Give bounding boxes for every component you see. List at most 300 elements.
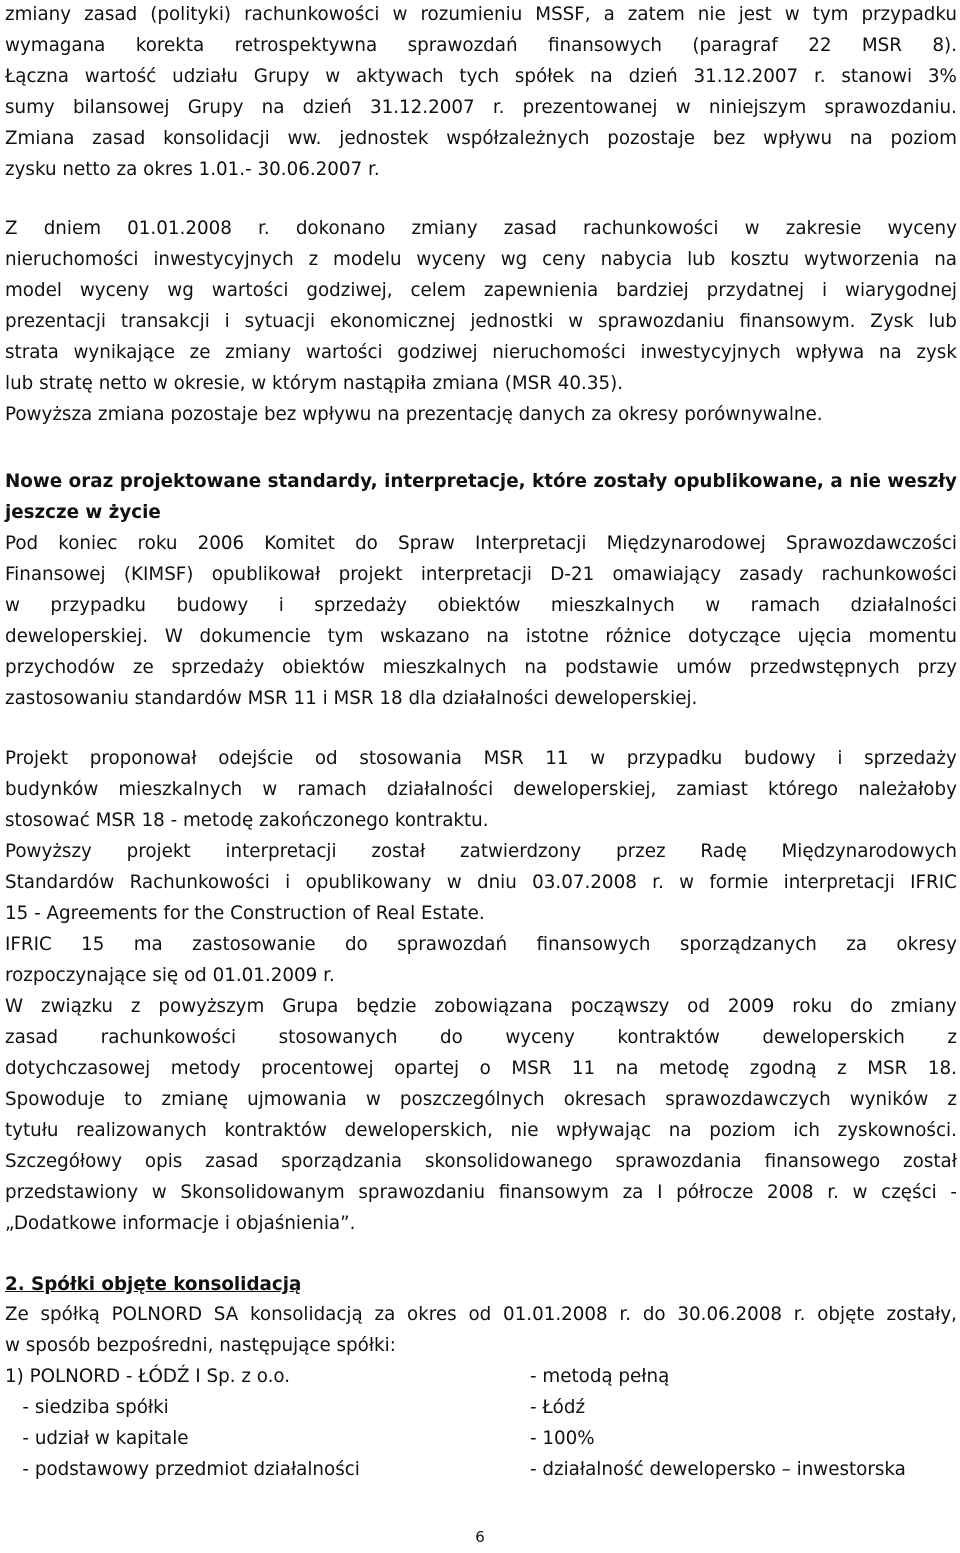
word: zmianę	[161, 1089, 229, 1110]
word: istotne	[525, 626, 589, 647]
word: przypadku	[50, 595, 146, 616]
word: interpretacji	[225, 841, 337, 862]
word: konsolidacji	[163, 128, 270, 149]
word: zatwierdzony	[460, 841, 582, 862]
paragraph-2	[5, 213, 957, 430]
word: nie	[849, 471, 881, 492]
word: zyskowności.	[837, 1120, 957, 1141]
text-line	[5, 590, 957, 621]
word: zamiast	[676, 779, 748, 800]
text-line	[5, 61, 957, 92]
word: w	[446, 872, 462, 893]
word: i	[822, 280, 828, 301]
word: r.	[619, 1304, 632, 1325]
word: stosowanych	[278, 1027, 398, 1048]
table-row	[5, 1454, 957, 1485]
word: deweloperskiej.	[5, 626, 149, 647]
table-key: - siedziba spółki	[5, 1397, 169, 1418]
word: okresy	[896, 934, 957, 955]
word: ekonomicznej	[329, 311, 456, 332]
word: 8).	[932, 35, 957, 56]
word: z	[837, 1058, 847, 1079]
word: lub stratę netto w okresie, w którym nastąpiła zmiana (MSR 40.35).	[5, 373, 624, 394]
text-line	[5, 836, 957, 867]
text-line	[5, 559, 957, 590]
text-line	[5, 306, 957, 337]
word: w	[392, 4, 408, 25]
word: począwszy	[570, 996, 670, 1017]
word: Powyższy	[5, 841, 92, 862]
word: Rachunkowości	[129, 872, 270, 893]
word: udziału	[172, 66, 238, 87]
word: 01.01.2008	[503, 1304, 608, 1325]
word: ceny	[542, 249, 586, 270]
word: roku	[137, 533, 178, 554]
word: prezentacji	[5, 311, 106, 332]
word: w	[568, 311, 584, 332]
word: ujmowania	[247, 1089, 347, 1110]
word: to	[124, 1089, 143, 1110]
word: IFRIC	[910, 872, 957, 893]
word: rozumieniu	[420, 4, 523, 25]
word: do	[850, 996, 873, 1017]
text-line	[5, 528, 957, 559]
word: na	[524, 657, 548, 678]
text-line	[5, 368, 957, 399]
word: przydatnej	[706, 280, 805, 301]
text-line	[5, 774, 957, 805]
word: lub	[687, 249, 716, 270]
word: stosowania	[359, 748, 462, 769]
consolidation-table	[5, 1361, 957, 1485]
word: MSSF,	[535, 4, 591, 25]
word: dniem	[43, 218, 102, 239]
word: zmiany	[5, 4, 72, 25]
text-line	[5, 683, 957, 714]
word: a	[603, 4, 615, 25]
word: obiektów	[281, 657, 365, 678]
word: na	[668, 1120, 692, 1141]
word: skonsolidowanego	[424, 1151, 593, 1172]
word: wiarygodnej	[845, 280, 957, 301]
word: sporządzanych	[679, 934, 817, 955]
word: zastosowaniu standardów MSR 11 i MSR 18 dla działalności deweloperskiej.	[5, 688, 698, 709]
word: rachunkowości	[821, 564, 957, 585]
text-line	[5, 960, 957, 991]
word: wg	[167, 280, 194, 301]
word: 30.06.2008	[677, 1304, 783, 1325]
word: przychodów	[5, 657, 116, 678]
word: z	[308, 249, 319, 270]
word: zobowiązana	[434, 996, 553, 1017]
word: został	[371, 841, 426, 862]
word: roku	[792, 996, 833, 1017]
word: 31.12.2007	[369, 97, 475, 118]
word: przez	[616, 841, 666, 862]
word: (paragraf	[692, 35, 778, 56]
word: prezentowanej	[522, 97, 658, 118]
word: rachunkowości	[244, 4, 380, 25]
word: koniec	[58, 533, 118, 554]
text-line	[5, 1022, 957, 1053]
word: jest	[738, 4, 772, 25]
word: ze	[132, 657, 154, 678]
paragraph-1	[5, 0, 957, 185]
word: a	[830, 471, 843, 492]
word: w	[679, 872, 695, 893]
word: MSR	[861, 35, 902, 56]
word: wskazano	[380, 626, 470, 647]
word: opublikował	[211, 564, 321, 585]
word: 15	[81, 934, 105, 955]
word: 15 - Agreements for the Construction of Real Estate.	[5, 903, 485, 924]
word: Z	[5, 218, 18, 239]
word: wyceny	[505, 1027, 575, 1048]
word: rozpoczynające się od 01.01.2009 r.	[5, 965, 335, 986]
word: oraz	[68, 471, 114, 492]
table-row	[5, 1423, 957, 1454]
word: na	[589, 66, 613, 87]
word: projekt	[338, 564, 403, 585]
word: w	[325, 66, 341, 87]
word: stosować MSR 18 - metodę zakończonego kontraktu.	[5, 810, 489, 831]
word: na	[849, 128, 873, 149]
word: dniu	[476, 872, 517, 893]
word: od	[468, 1304, 492, 1325]
word: I	[657, 1182, 663, 1203]
word: przedstawiony	[5, 1182, 139, 1203]
word: deweloperskiej,	[513, 779, 657, 800]
word: zmiany	[225, 342, 292, 363]
word: zapewnienia	[483, 280, 599, 301]
text-line	[5, 1208, 957, 1239]
word: rachunkowości	[583, 218, 719, 239]
word: dzień	[302, 97, 352, 118]
text-line	[5, 1053, 957, 1084]
word: r.	[652, 872, 664, 893]
word: r.	[813, 66, 826, 87]
word: ma	[133, 934, 163, 955]
word: zasad	[205, 1151, 259, 1172]
word: bilansowej	[72, 97, 170, 118]
word: aktywach	[356, 66, 444, 87]
word: odejście	[218, 748, 294, 769]
word: z	[130, 996, 141, 1017]
word: które	[532, 471, 587, 492]
word: z	[947, 1027, 957, 1048]
word: działalności	[850, 595, 957, 616]
word: za	[846, 934, 868, 955]
word: deweloperskich	[762, 1027, 905, 1048]
word: Grupy	[187, 97, 244, 118]
word: od	[314, 748, 338, 769]
word: okresach	[563, 1089, 647, 1110]
word: model	[5, 280, 62, 301]
word: wynikające	[73, 342, 175, 363]
word: 22	[808, 35, 832, 56]
word: ramach	[297, 779, 367, 800]
word: za	[374, 1304, 396, 1325]
word: zmiany	[890, 996, 957, 1017]
word: -	[950, 1182, 957, 1203]
word: sprawozdaniu	[358, 1182, 486, 1203]
word: do	[642, 1304, 666, 1325]
text-line	[5, 1146, 957, 1177]
word: 2009	[727, 996, 775, 1017]
word: na	[878, 342, 902, 363]
word: wytworzenia	[804, 249, 920, 270]
word: sprawozdaniu.	[824, 97, 957, 118]
word: zastosowanie	[192, 934, 316, 955]
word: zysku netto za okres 1.01.- 30.06.2007 r.	[5, 159, 380, 180]
word: w	[784, 4, 800, 25]
word: retrospektywna	[234, 35, 378, 56]
text-line	[5, 929, 957, 960]
table-value: - 100%	[530, 1428, 595, 1449]
word: nie	[510, 1120, 539, 1141]
word: okres	[407, 1304, 457, 1325]
word: MSR	[483, 748, 524, 769]
word: celem	[410, 280, 466, 301]
table-key: 1) POLNORD - ŁÓDŹ I Sp. z o.o.	[5, 1366, 291, 1387]
word: 01.01.2008	[127, 218, 232, 239]
word: Powyższa zmiana pozostaje bez wpływu na prezentację danych za okresy porównywalne.	[5, 404, 823, 425]
text-line	[5, 123, 957, 154]
word: opublikowane,	[673, 471, 824, 492]
word: sprzedaży	[171, 657, 265, 678]
word: finansowego	[764, 1151, 881, 1172]
text-line	[5, 1177, 957, 1208]
text-line	[5, 1115, 957, 1146]
word: Grupy	[253, 66, 310, 87]
word: dokonano	[295, 218, 386, 239]
word: Międzynarodowych	[781, 841, 957, 862]
word: proponował	[89, 748, 197, 769]
text-line	[5, 154, 957, 185]
text-line	[5, 337, 957, 368]
word: przedwstępnych	[749, 657, 900, 678]
word: obiektów	[437, 595, 521, 616]
word: POLNORD	[111, 1304, 203, 1325]
word: Sprawozdawczości	[786, 533, 957, 554]
word: jeszcze w życie	[5, 502, 161, 523]
text-line	[5, 275, 957, 306]
word: Pod	[5, 533, 39, 554]
word: godziwej	[397, 342, 478, 363]
text-line	[5, 867, 957, 898]
word: 2006	[197, 533, 245, 554]
word: bardziej	[616, 280, 689, 301]
word: nie	[697, 4, 726, 25]
word: zasad	[5, 1027, 59, 1048]
paragraph-3	[5, 528, 957, 714]
word: stanowi	[841, 66, 913, 87]
text-line	[5, 92, 957, 123]
word: sprawozdań	[407, 35, 518, 56]
word: w	[744, 218, 760, 239]
text-line	[5, 898, 957, 929]
word: działalności	[386, 779, 494, 800]
word: W	[164, 626, 183, 647]
word: zgodną	[749, 1058, 817, 1079]
word: mieszkalnych	[550, 595, 675, 616]
text-line	[5, 652, 957, 683]
word: zostały,	[886, 1304, 957, 1325]
text-line	[5, 244, 957, 275]
word: interpretacji	[420, 564, 532, 585]
word: przypadku	[861, 4, 957, 25]
word: jednostki	[470, 311, 554, 332]
word: kontraktów	[224, 1120, 327, 1141]
word: 11	[545, 748, 569, 769]
table-key: - podstawowy przedmiot działalności	[5, 1459, 360, 1480]
word: projekt	[126, 841, 191, 862]
word: sprzedaży	[864, 748, 957, 769]
word: tym	[327, 626, 364, 647]
word: na	[261, 97, 285, 118]
word: Łączna	[5, 66, 69, 87]
word: ramach	[750, 595, 821, 616]
word: za	[622, 1182, 644, 1203]
word: w sposób bezpośredni, następujące spółki:	[5, 1335, 396, 1356]
word: do	[344, 934, 368, 955]
word: interpretacje,	[384, 471, 526, 492]
word: W	[5, 996, 24, 1017]
table-value: - metodą pełną	[530, 1366, 670, 1387]
word: Interpretacji	[475, 533, 587, 554]
text-line	[5, 0, 957, 30]
word: do	[355, 533, 378, 554]
word: w	[151, 1182, 167, 1203]
word: tytułu	[5, 1120, 59, 1141]
word: opis	[144, 1151, 183, 1172]
word: opublikowany	[305, 872, 432, 893]
word: godziwej,	[306, 280, 393, 301]
word: różnice	[605, 626, 672, 647]
word: „Dodatkowe informacje i objaśnienia”.	[5, 1213, 356, 1234]
word: ich	[793, 1120, 821, 1141]
text-line	[5, 1330, 957, 1361]
word: Spowoduje	[5, 1089, 106, 1110]
text-line	[5, 743, 957, 774]
word: dokumencie	[199, 626, 311, 647]
word: Radę	[700, 841, 747, 862]
word: D-21	[550, 564, 595, 585]
word: w	[5, 595, 20, 616]
word: wartość	[84, 66, 157, 87]
word: r.	[492, 97, 505, 118]
word: sporządzania	[281, 1151, 403, 1172]
word: nabycia	[600, 249, 673, 270]
word: na	[486, 626, 510, 647]
word: do	[439, 1027, 463, 1048]
text-line	[5, 466, 957, 497]
word: sprawozdań	[397, 934, 508, 955]
text-line	[5, 399, 957, 430]
word: zakresie	[785, 218, 862, 239]
word: deweloperskich,	[344, 1120, 493, 1141]
word: sytuacji	[244, 311, 316, 332]
word: Zmiana	[5, 128, 75, 149]
word: interpretacji	[783, 872, 895, 893]
table-key: - udział w kapitale	[5, 1428, 189, 1449]
word: Międzynarodowej	[606, 533, 766, 554]
table-value: - działalność dewelopersko – inwestorska	[530, 1459, 906, 1480]
word: inwestycyjnych	[153, 249, 294, 270]
word: Szczegółowy	[5, 1151, 123, 1172]
word: momentu	[868, 626, 957, 647]
word: w	[705, 595, 721, 616]
word: zasad	[92, 128, 146, 149]
word: MSR	[867, 1058, 908, 1079]
word: o	[479, 1058, 491, 1079]
word: od	[687, 996, 710, 1017]
word: z	[947, 1089, 957, 1110]
word: zasad	[84, 4, 138, 25]
word: wg	[500, 249, 528, 270]
word: poszczególnych	[399, 1089, 545, 1110]
word: r.	[827, 1182, 839, 1203]
word: wpływając	[556, 1120, 652, 1141]
text-line	[5, 1084, 957, 1115]
word: Grupa	[282, 996, 339, 1017]
section-heading-consolidation: 2. Spółki objęte konsolidacją	[5, 1274, 302, 1295]
word: w	[590, 748, 606, 769]
word: tym	[812, 4, 849, 25]
word: i	[285, 872, 291, 893]
word: lub	[928, 311, 957, 332]
word: korekta	[135, 35, 205, 56]
word: sprawozdania	[615, 1151, 742, 1172]
text-line	[5, 991, 957, 1022]
word: na	[934, 249, 957, 270]
word: formie	[709, 872, 769, 893]
text-line	[5, 30, 957, 61]
word: mieszkalnych	[118, 779, 243, 800]
word: budowy	[176, 595, 249, 616]
word: finansowym.	[739, 311, 856, 332]
paragraph-4	[5, 743, 957, 1239]
word: budowy	[744, 748, 816, 769]
word: (KIMSF)	[123, 564, 194, 585]
word: (polityki)	[150, 4, 232, 25]
word: wartości	[305, 342, 383, 363]
word: metody	[170, 1058, 241, 1079]
word: objęte	[817, 1304, 875, 1325]
word: i	[837, 748, 843, 769]
word: konsolidacją	[250, 1304, 363, 1325]
word: wyceny	[416, 249, 486, 270]
word: IFRIC	[5, 934, 52, 955]
table-row	[5, 1361, 957, 1392]
word: Finansowej	[5, 564, 106, 585]
word: 3%	[927, 66, 957, 87]
word: finansowych	[547, 35, 662, 56]
word: opartej	[394, 1058, 460, 1079]
word: na	[615, 1058, 639, 1079]
word: tych	[459, 66, 500, 87]
text-line	[5, 497, 957, 528]
word: omawiający	[612, 564, 722, 585]
word: realizowanych	[76, 1120, 207, 1141]
word: półrocze	[676, 1182, 754, 1203]
word: zasad	[503, 218, 557, 239]
word: procentowej	[261, 1058, 374, 1079]
word: standardy,	[267, 471, 378, 492]
word: powyższym	[158, 996, 265, 1017]
word: dzień	[628, 66, 678, 87]
paragraph-5	[5, 1299, 957, 1361]
